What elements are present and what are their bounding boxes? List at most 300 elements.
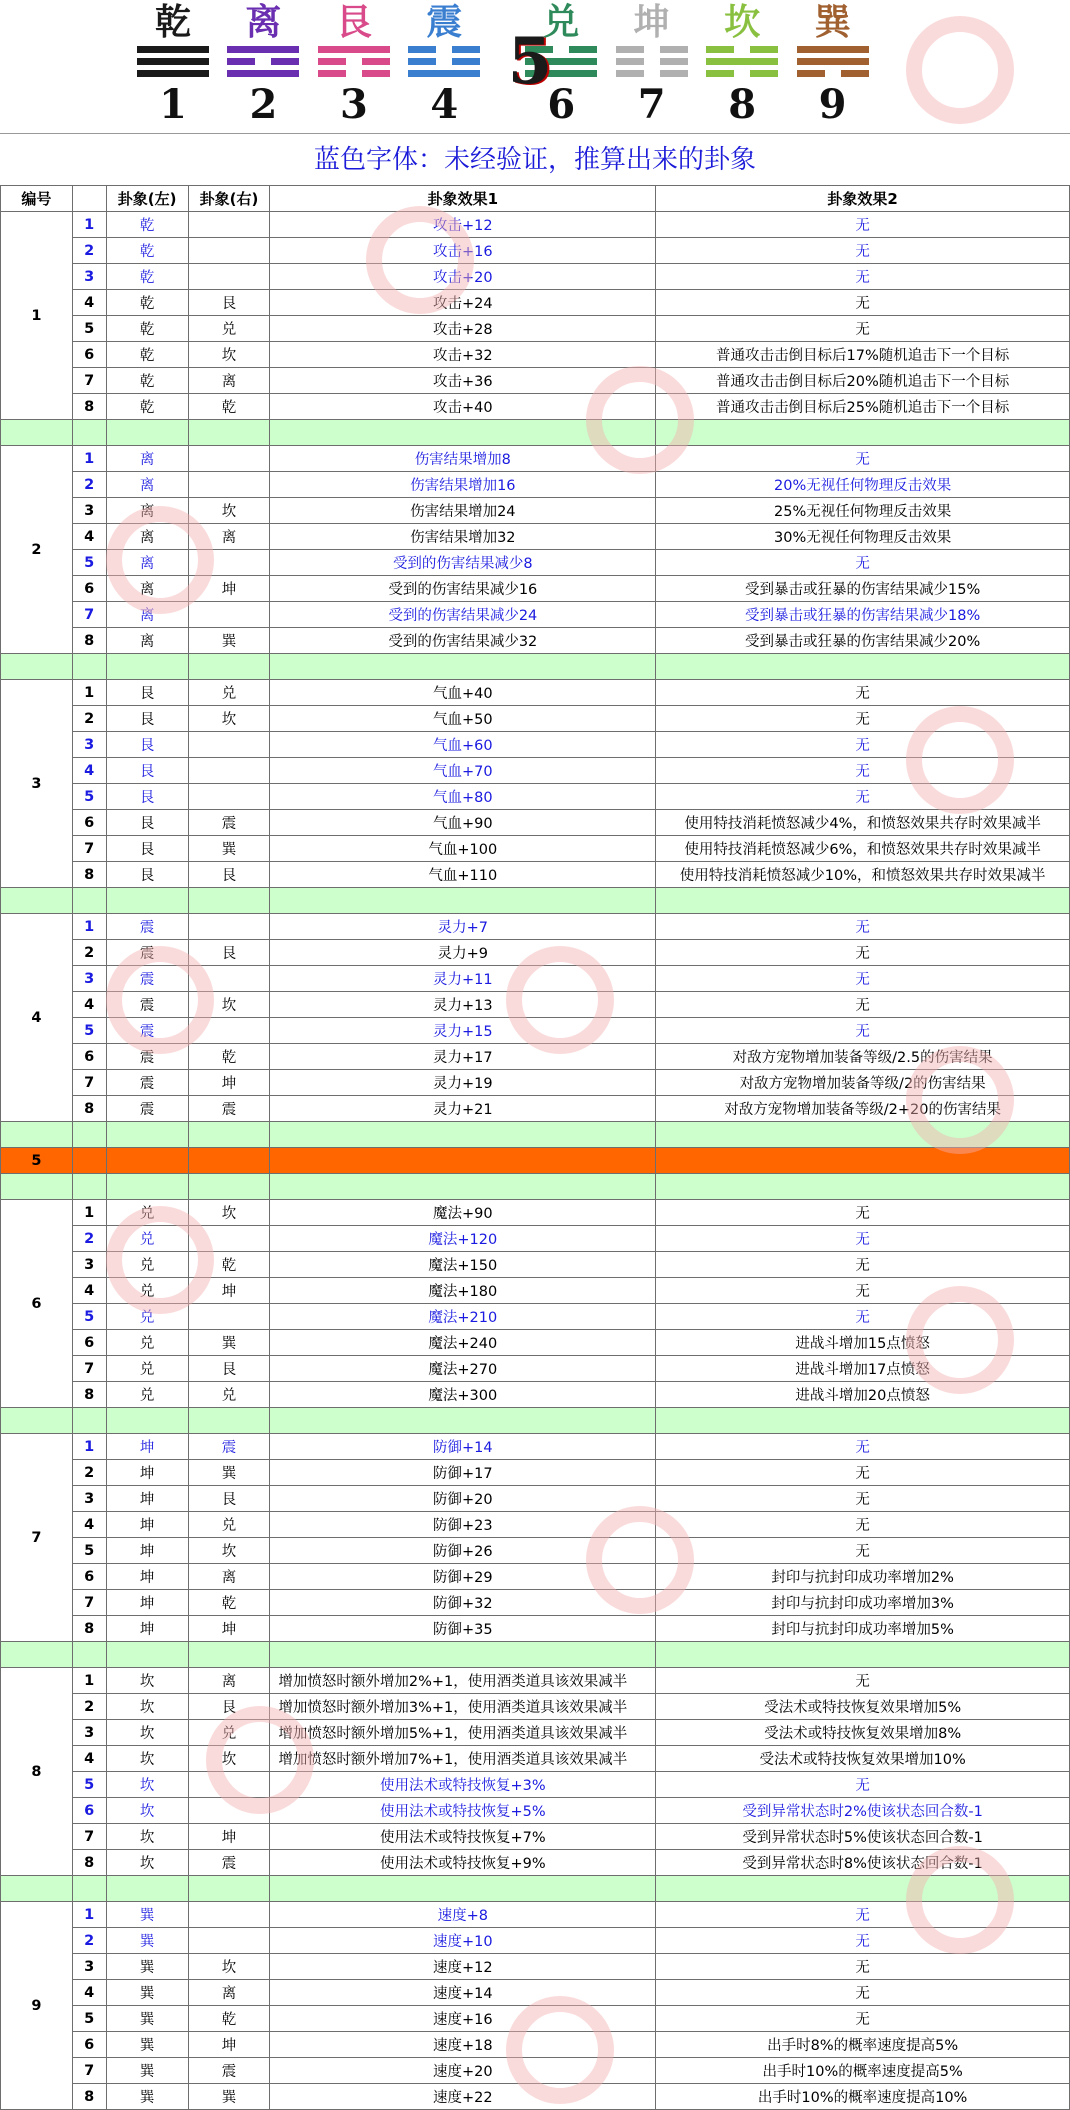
table-row <box>1 1356 1070 1382</box>
table-row <box>1 758 1070 784</box>
effect-1: 防御+17 <box>270 1460 656 1486</box>
effect-2: 无 <box>656 290 1070 316</box>
effect-1: 速度+20 <box>270 2058 656 2084</box>
effect-2: 无 <box>656 1486 1070 1512</box>
effect-2: 无 <box>656 1772 1070 1798</box>
trigram-name: 坎 <box>724 1 761 43</box>
trigram-left: 兑 <box>106 1330 188 1356</box>
table-row <box>1 238 1070 264</box>
separator-cell <box>106 420 188 446</box>
effect-1: 使用法术或特技恢复+7% <box>270 1824 656 1850</box>
effect-2: 无 <box>656 732 1070 758</box>
effect-2: 无 <box>656 2006 1070 2032</box>
separator-cell <box>1 1174 73 1200</box>
effect-1: 防御+29 <box>270 1564 656 1590</box>
table-row <box>1 1590 1070 1616</box>
separator-cell <box>72 888 106 914</box>
trigram-symbol-icon <box>706 44 778 80</box>
trigram-left: 震 <box>106 992 188 1018</box>
row-index: 6 <box>72 342 106 368</box>
trigram-symbol-icon <box>227 44 299 80</box>
effect-1: 气血+110 <box>270 862 656 888</box>
trigram-left: 坤 <box>106 1538 188 1564</box>
separator-cell <box>656 1122 1070 1148</box>
separator-cell <box>656 888 1070 914</box>
table-row <box>1 680 1070 706</box>
table-row <box>1 2058 1070 2084</box>
table-row <box>1 1278 1070 1304</box>
effect-2: 30%无视任何物理反击效果 <box>656 524 1070 550</box>
effect-1: 气血+100 <box>270 836 656 862</box>
header-right: 卦象(右) <box>188 186 270 212</box>
trigram-right: 兑 <box>188 1382 270 1408</box>
trigram-left: 离 <box>106 446 188 472</box>
effect-2: 使用特技消耗愤怒减少4%，和愤怒效果共存时效果减半 <box>656 810 1070 836</box>
trigram-4 <box>404 2 484 130</box>
group-separator <box>1 888 1070 914</box>
separator-cell <box>106 1876 188 1902</box>
table-row <box>1 628 1070 654</box>
trigram-right <box>188 784 270 810</box>
trigram-right: 震 <box>188 2058 270 2084</box>
row-index: 5 <box>72 2006 106 2032</box>
trigram-left: 巽 <box>106 1954 188 1980</box>
row-index: 6 <box>72 1798 106 1824</box>
row-index: 5 <box>72 550 106 576</box>
row-index: 7 <box>72 1070 106 1096</box>
row-index: 7 <box>72 1356 106 1382</box>
table-row <box>1 602 1070 628</box>
separator-cell <box>270 1148 656 1174</box>
separator-cell <box>270 1642 656 1668</box>
trigram-left: 坤 <box>106 1616 188 1642</box>
separator-cell <box>188 1174 270 1200</box>
separator-cell <box>72 1174 106 1200</box>
trigram-left: 兑 <box>106 1356 188 1382</box>
effect-1: 速度+18 <box>270 2032 656 2058</box>
effect-2: 无 <box>656 784 1070 810</box>
trigram-3 <box>314 2 394 130</box>
trigram-symbol-icon <box>318 44 390 80</box>
trigram-number: 6 <box>547 81 576 128</box>
row-index: 3 <box>72 1252 106 1278</box>
trigram-right: 坎 <box>188 342 270 368</box>
separator-cell <box>1 1876 73 1902</box>
trigram-left: 兑 <box>106 1200 188 1226</box>
trigram-right: 震 <box>188 1434 270 1460</box>
trigram-left: 坤 <box>106 1512 188 1538</box>
separator-cell <box>1 1642 73 1668</box>
table-row <box>1 2006 1070 2032</box>
effect-2: 无 <box>656 1278 1070 1304</box>
effect-1: 气血+70 <box>270 758 656 784</box>
effect-2: 受法术或特技恢复效果增加8% <box>656 1720 1070 1746</box>
trigram-name: 离 <box>245 1 282 43</box>
table-row <box>1 1902 1070 1928</box>
trigram-left: 坎 <box>106 1668 188 1694</box>
effect-1: 魔法+150 <box>270 1252 656 1278</box>
header-left: 卦象(左) <box>106 186 188 212</box>
trigram-name: 兑 <box>543 1 580 43</box>
effect-1: 魔法+240 <box>270 1330 656 1356</box>
effect-1: 速度+8 <box>270 1902 656 1928</box>
row-index: 1 <box>72 212 106 238</box>
trigram-left: 离 <box>106 524 188 550</box>
row-index: 1 <box>72 680 106 706</box>
trigram-right: 坤 <box>188 2032 270 2058</box>
trigram-7 <box>702 2 782 130</box>
effect-1: 受到的伤害结果减少32 <box>270 628 656 654</box>
separator-cell <box>1 420 73 446</box>
row-index: 7 <box>72 368 106 394</box>
trigram-right <box>188 1902 270 1928</box>
header-id: 编号 <box>1 186 73 212</box>
group-id: 2 <box>1 446 73 654</box>
trigram-right: 巽 <box>188 1460 270 1486</box>
effect-1: 速度+12 <box>270 1954 656 1980</box>
effect-2: 对敌方宠物增加装备等级/2+20的伤害结果 <box>656 1096 1070 1122</box>
trigram-name: 乾 <box>154 1 191 43</box>
row-index: 1 <box>72 1902 106 1928</box>
effect-1: 速度+22 <box>270 2084 656 2110</box>
table-row <box>1 316 1070 342</box>
effect-2: 无 <box>656 238 1070 264</box>
effect-1: 灵力+21 <box>270 1096 656 1122</box>
effect-1: 伤害结果增加8 <box>270 446 656 472</box>
group-id: 9 <box>1 1902 73 2110</box>
trigram-left: 坤 <box>106 1564 188 1590</box>
table-row <box>1 1460 1070 1486</box>
separator-cell <box>1 1122 73 1148</box>
row-index: 7 <box>72 1824 106 1850</box>
table-row <box>1 1382 1070 1408</box>
row-index: 4 <box>72 992 106 1018</box>
trigram-right <box>188 602 270 628</box>
trigram-left: 兑 <box>106 1382 188 1408</box>
trigram-1 <box>133 2 213 130</box>
effect-2: 无 <box>656 1018 1070 1044</box>
effect-1: 增加愤怒时额外增加3%+1，使用酒类道具该效果减半 <box>270 1694 656 1720</box>
group-id: 7 <box>1 1434 73 1642</box>
separator-cell <box>656 1408 1070 1434</box>
effect-2: 无 <box>656 1304 1070 1330</box>
effect-1: 攻击+28 <box>270 316 656 342</box>
effect-2: 出手时8%的概率速度提高5% <box>656 2032 1070 2058</box>
trigram-right <box>188 1798 270 1824</box>
trigram-left: 震 <box>106 940 188 966</box>
row-index: 4 <box>72 290 106 316</box>
table-row <box>1 1330 1070 1356</box>
group-separator <box>1 420 1070 446</box>
effect-2: 无 <box>656 1252 1070 1278</box>
trigram-right: 离 <box>188 368 270 394</box>
effect-1: 灵力+17 <box>270 1044 656 1070</box>
row-index: 8 <box>72 394 106 420</box>
table-row <box>1 1018 1070 1044</box>
effect-2: 受到异常状态时5%使该状态回合数-1 <box>656 1824 1070 1850</box>
effect-2: 受到暴击或狂暴的伤害结果减少20% <box>656 628 1070 654</box>
row-index: 3 <box>72 966 106 992</box>
effect-2: 无 <box>656 212 1070 238</box>
table-row <box>1 1070 1070 1096</box>
effect-1: 伤害结果增加16 <box>270 472 656 498</box>
trigram-right: 乾 <box>188 1044 270 1070</box>
separator-cell <box>656 1174 1070 1200</box>
row-index: 7 <box>72 602 106 628</box>
row-index: 4 <box>72 524 106 550</box>
table-row <box>1 966 1070 992</box>
effect-2: 出手时10%的概率速度提高5% <box>656 2058 1070 2084</box>
row-index: 8 <box>72 628 106 654</box>
effect-2: 受到异常状态时8%使该状态回合数-1 <box>656 1850 1070 1876</box>
trigram-left: 乾 <box>106 368 188 394</box>
effect-1: 增加愤怒时额外增加5%+1，使用酒类道具该效果减半 <box>270 1720 656 1746</box>
trigram-left: 巽 <box>106 2006 188 2032</box>
effect-1: 魔法+300 <box>270 1382 656 1408</box>
row-index: 8 <box>72 1382 106 1408</box>
effect-1: 攻击+32 <box>270 342 656 368</box>
effect-1: 受到的伤害结果减少16 <box>270 576 656 602</box>
effect-2: 封印与抗封印成功率增加3% <box>656 1590 1070 1616</box>
trigram-right: 坎 <box>188 706 270 732</box>
group-id: 8 <box>1 1668 73 1876</box>
effect-2: 普通攻击击倒目标后25%随机追击下一个目标 <box>656 394 1070 420</box>
separator-cell <box>656 1876 1070 1902</box>
separator-cell <box>188 1876 270 1902</box>
trigram-left: 离 <box>106 576 188 602</box>
group-id: 3 <box>1 680 73 888</box>
trigram-left: 兑 <box>106 1226 188 1252</box>
effect-1: 防御+23 <box>270 1512 656 1538</box>
effect-1: 魔法+210 <box>270 1304 656 1330</box>
trigram-left: 乾 <box>106 394 188 420</box>
trigram-right <box>188 914 270 940</box>
trigram-number: 1 <box>159 81 187 128</box>
page-title: 蓝色字体：未经验证，推算出来的卦象 <box>313 145 756 175</box>
group-separator <box>1 1876 1070 1902</box>
separator-cell <box>106 1642 188 1668</box>
trigram-number: 7 <box>637 81 666 128</box>
row-index: 1 <box>72 1434 106 1460</box>
trigram-symbol-icon <box>137 44 209 80</box>
trigram-right: 坤 <box>188 1824 270 1850</box>
trigram-number: 4 <box>430 81 459 128</box>
trigram-left: 艮 <box>106 810 188 836</box>
row-index: 8 <box>72 862 106 888</box>
trigram-left: 震 <box>106 1018 188 1044</box>
effect-2: 受法术或特技恢复效果增加5% <box>656 1694 1070 1720</box>
table-row <box>1 914 1070 940</box>
trigram-left: 坎 <box>106 1746 188 1772</box>
separator-cell <box>656 420 1070 446</box>
row-index: 4 <box>72 758 106 784</box>
row-index: 4 <box>72 1278 106 1304</box>
trigram-right: 坎 <box>188 1538 270 1564</box>
separator-cell <box>188 1408 270 1434</box>
trigram-right: 乾 <box>188 1252 270 1278</box>
group-id: 4 <box>1 914 73 1122</box>
effect-2: 进战斗增加20点愤怒 <box>656 1382 1070 1408</box>
trigram-right: 艮 <box>188 1694 270 1720</box>
row-index: 1 <box>72 1200 106 1226</box>
row-index: 2 <box>72 706 106 732</box>
separator-cell <box>188 1642 270 1668</box>
trigram-left: 坤 <box>106 1460 188 1486</box>
effect-1: 灵力+7 <box>270 914 656 940</box>
separator-cell <box>188 654 270 680</box>
effect-1: 气血+50 <box>270 706 656 732</box>
trigram-left: 离 <box>106 498 188 524</box>
trigram-8 <box>793 2 873 130</box>
trigram-right: 离 <box>188 524 270 550</box>
effect-1: 防御+32 <box>270 1590 656 1616</box>
trigram-left: 震 <box>106 1096 188 1122</box>
trigram-right: 离 <box>188 1980 270 2006</box>
group-separator <box>1 1122 1070 1148</box>
effect-1: 攻击+16 <box>270 238 656 264</box>
table-row <box>1 1486 1070 1512</box>
trigram-right: 兑 <box>188 680 270 706</box>
center-number: 5 <box>507 24 553 99</box>
row-index: 1 <box>72 446 106 472</box>
trigram-right: 坤 <box>188 1278 270 1304</box>
effect-1: 防御+20 <box>270 1486 656 1512</box>
effect-1: 魔法+270 <box>270 1356 656 1382</box>
table-row <box>1 1850 1070 1876</box>
table-row <box>1 1304 1070 1330</box>
table-row <box>1 810 1070 836</box>
table-row <box>1 862 1070 888</box>
trigram-name: 震 <box>426 1 463 43</box>
trigram-left: 震 <box>106 1044 188 1070</box>
effect-2: 无 <box>656 1902 1070 1928</box>
trigram-right <box>188 212 270 238</box>
row-index: 1 <box>72 914 106 940</box>
effect-2: 无 <box>656 1226 1070 1252</box>
effect-2: 无 <box>656 550 1070 576</box>
separator-cell <box>270 420 656 446</box>
trigram-right <box>188 1018 270 1044</box>
trigram-right: 巽 <box>188 2084 270 2110</box>
row-index: 2 <box>72 940 106 966</box>
effect-1: 攻击+12 <box>270 212 656 238</box>
trigram-right: 坎 <box>188 992 270 1018</box>
trigram-left: 艮 <box>106 784 188 810</box>
effect-2: 普通攻击击倒目标后20%随机追击下一个目标 <box>656 368 1070 394</box>
trigram-right: 乾 <box>188 2006 270 2032</box>
table-row <box>1 446 1070 472</box>
table-row <box>1 2032 1070 2058</box>
trigram-left: 震 <box>106 966 188 992</box>
row-index: 3 <box>72 732 106 758</box>
row-index: 2 <box>72 472 106 498</box>
table-row <box>1 1668 1070 1694</box>
effect-1: 使用法术或特技恢复+5% <box>270 1798 656 1824</box>
row-index: 5 <box>72 1018 106 1044</box>
row-index: 7 <box>72 836 106 862</box>
trigram-left: 坤 <box>106 1486 188 1512</box>
separator-cell <box>656 654 1070 680</box>
effect-2: 无 <box>656 706 1070 732</box>
trigram-right: 坎 <box>188 1954 270 1980</box>
table-row <box>1 498 1070 524</box>
separator-cell <box>270 1122 656 1148</box>
effect-1: 气血+80 <box>270 784 656 810</box>
effect-2: 无 <box>656 1512 1070 1538</box>
trigram-right: 震 <box>188 810 270 836</box>
table-row <box>1 940 1070 966</box>
trigram-left: 乾 <box>106 264 188 290</box>
row-index: 6 <box>72 576 106 602</box>
header-effect1: 卦象效果1 <box>270 186 656 212</box>
trigram-right: 坤 <box>188 576 270 602</box>
effect-2: 无 <box>656 264 1070 290</box>
effect-2: 无 <box>656 1200 1070 1226</box>
separator-cell: 5 <box>1 1148 73 1174</box>
separator-cell <box>72 654 106 680</box>
effect-2: 封印与抗封印成功率增加2% <box>656 1564 1070 1590</box>
separator-cell <box>270 888 656 914</box>
trigram-right: 兑 <box>188 1512 270 1538</box>
row-index: 8 <box>72 1616 106 1642</box>
table-row <box>1 290 1070 316</box>
table-row <box>1 1746 1070 1772</box>
separator-cell <box>1 1408 73 1434</box>
separator-cell <box>106 1122 188 1148</box>
effect-1: 灵力+9 <box>270 940 656 966</box>
separator-cell <box>188 888 270 914</box>
header-index <box>72 186 106 212</box>
effect-2: 无 <box>656 914 1070 940</box>
effect-2: 无 <box>656 1980 1070 2006</box>
separator-cell <box>270 654 656 680</box>
group-separator <box>1 1408 1070 1434</box>
trigram-table <box>0 185 1070 2110</box>
trigram-left: 艮 <box>106 680 188 706</box>
trigram-right: 巽 <box>188 1330 270 1356</box>
separator-cell <box>270 1174 656 1200</box>
row-index: 6 <box>72 2032 106 2058</box>
row-index: 5 <box>72 316 106 342</box>
row-index: 1 <box>72 1668 106 1694</box>
trigram-left: 离 <box>106 550 188 576</box>
effect-2: 无 <box>656 316 1070 342</box>
effect-1: 受到的伤害结果减少24 <box>270 602 656 628</box>
trigram-right: 艮 <box>188 1356 270 1382</box>
trigram-left: 震 <box>106 1070 188 1096</box>
trigram-name: 坤 <box>633 1 670 43</box>
row-index: 4 <box>72 1980 106 2006</box>
trigram-left: 巽 <box>106 1902 188 1928</box>
separator-cell <box>72 1876 106 1902</box>
table-row <box>1 212 1070 238</box>
effect-2: 使用特技消耗愤怒减少6%，和愤怒效果共存时效果减半 <box>656 836 1070 862</box>
trigram-left: 巽 <box>106 2084 188 2110</box>
trigram-right <box>188 238 270 264</box>
effect-1: 魔法+120 <box>270 1226 656 1252</box>
table-row <box>1 1044 1070 1070</box>
effect-2: 无 <box>656 1538 1070 1564</box>
effect-1: 速度+14 <box>270 1980 656 2006</box>
trigram-right: 巽 <box>188 628 270 654</box>
separator-cell <box>270 1408 656 1434</box>
group-5-row <box>1 1148 1070 1174</box>
effect-2: 进战斗增加15点愤怒 <box>656 1330 1070 1356</box>
trigram-right <box>188 472 270 498</box>
separator-cell <box>1 888 73 914</box>
table-row <box>1 784 1070 810</box>
table-row <box>1 524 1070 550</box>
